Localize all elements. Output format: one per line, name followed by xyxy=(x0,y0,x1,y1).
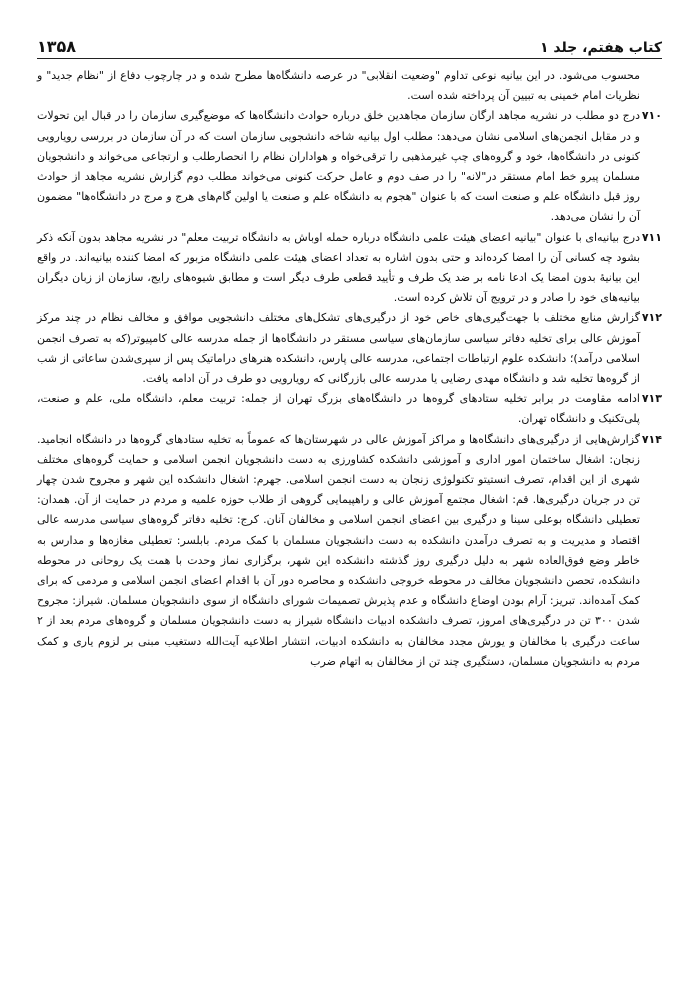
note-text: درج بیانیه‌ای با عنوان "بیانیه اعضای هیئت علمی دانشگاه درباره حمله اوباش به دانشگاه تربیت معلم" در نشریه مجاهد بدون آنکه ذکر بشود چه کسانی آن را امضا کرده‌اند و حتی بدون اشاره به تعداد اعضای هیئت علمی دانشگاه مزبور که امضا کننده بیانیه‌اند. در واقع این بیانیهٔ بدون امضا یک ادعا نامه بر ضد یک طرف و تأیید قطعی طرف دیگر است و مطابق شیوه‌های رایج، سازمان از زبان دیگران بیانیه‌های خود را صادر و در ترویج آن تلاش کرده است. xyxy=(37,230,640,305)
note-text: گزارش منابع مختلف با جهت‌گیری‌های خاص خود از درگیری‌های تشکل‌های مختلف دانشجویی موافق و مخالف نظام در چند مرکز آموزش عالی برای تخلیه دفاتر سیاسی سازمان‌های سیاسی مستقر در دانشگاه‌ها از جمله مدرسه عالی کامپیوتر(که به تصرف انجمن اسلامی درآمد)؛ دانشکده علوم ارتباطات اجتماعی، مدرسه عالی پارس، دانشکده هنرهای دراماتیک پس از سپری‌شدن ساعاتی از شب از گروه‌ها تخلیه شد و دانشگاه مهدی رضایی یا مدرسه عالی بازرگانی که رویارویی دو طرف در آن ادامه یافت. xyxy=(37,311,640,386)
note-text: ادامه مقاومت در برابر تخلیه ستادهای گروه‌ها در دانشگاه‌های بزرگ تهران از جمله: تربیت معلم، دانشگاه ملی، علم و صنعت، پلی‌تکنیک و دانشگاه تهران. xyxy=(37,392,640,426)
note-711 xyxy=(37,228,662,309)
note-text: درج دو مطلب در نشریه مجاهد ارگان سازمان مجاهدین خلق درباره حوادث دانشگاه‌ها که موضع‌گیری سازمان را در قبال این تحولات و در مقابل انجمن‌های اسلامی نشان می‌دهد: مطلب اول بیانیه شاخه دانشجویی سازمان است که در آن سازمان در بررسی رویارویی کنونی در دانشگاه‌ها، خود و گروه‌های چپ غیرمذهبی را ترقی‌خواه و هواداران نظام را انحصارطلب و ارتجاعی می‌خواند و دانشجویان مسلمان پیرو خط امام مستقر در"لانه" را در صف دوم و عامل حرکت کنونی می‌خواند مطلب دوم گزارش نشریه مجاهد از حوادث روز قبل دانشگاه علم و صنعت است که با عنوان "هجوم به دانشگاه علم و صنعت یا اولین گام‌های هرج و مرج در دانشگاه‌ها" مضمون آن را نشان می‌دهد. xyxy=(37,109,640,224)
note-710 xyxy=(37,106,662,227)
note-712 xyxy=(37,308,662,389)
page-number: ۱۳۵۸ xyxy=(37,37,77,56)
page-body xyxy=(37,66,662,672)
note-number: ۷۱۳ xyxy=(641,392,662,406)
note-713 xyxy=(37,389,662,429)
note-number: ۷۱۰ xyxy=(641,109,662,123)
note-text: گزارش‌هایی از درگیری‌های دانشگاه‌ها و مراکز آموزش عالی در شهرستان‌ها که عموماً به تخلیه ستادهای گروه‌ها در دانشگاه انجامید. زنجان: اشغال ساختمان امور اداری و آموزشی دانشکده کشاورزی به دست دانشجویان انجمن اسلامی و حمایت گروه‌های مختلف شهری از این اقدام، تصرف انستیتو تکنولوژی زنجان به دست انجمن اسلامی. جهرم: اشغال دانشکده این شهر و مجروح شدن چهار تن در جریان درگیری‌ها. قم: اشغال مجتمع آموزش عالی و راهپیمایی گروهی از طلاب حوزه علمیه و مردم در حمایت از آن. همدان: تعطیلی دانشگاه بوعلی سینا و درگیری بین اعضای انجمن اسلامی و مخالفان آنان. کرج: تخلیه دفاتر گروه‌های سیاسی مدرسه عالی اقتصاد و مدیریت و به تصرف درآمدن دانشکده به دست دانشجویان مسلمان با کمک مردم. بابلسر: تعطیلی مغازه‌ها و مدارس به خاطر وضع فوق‌العاده شهر به دلیل درگیری روز گذشته دانشکده این شهر، برگزاری نماز وحدت با همت یک روحانی در محوطه دانشکده، تحصن دانشجویان مخالف در محوطه خروجی دانشکده و محاصره دور آن با اقدام اعضای انجمن اسلامی و مردمی که برای کمک آمده‌اند. تبریز: آرام بودن اوضاع دانشگاه و عدم پذیرش تصمیمات شورای دانشگاه از سوی دانشجویان مسلمان. شیراز: مجروح شدن ۳۰۰ تن در درگیری‌های امروز، تصرف دانشکده ادبیات دانشگاه شیراز به دست دانشجویان مسلمان و گروه‌های مردم بعد از ۲ ساعت درگیری با مخالفان و یورش مجدد مخالفان به دانشکده ادبیات، انتشار اطلاعیه آیت‌الله دستغیب مبنی بر لزوم یاری و کمک مردم به دانشجویان مسلمان، دستگیری چند تن از مخالفان به اتهام ضرب xyxy=(37,432,640,668)
note-number: ۷۱۴ xyxy=(641,432,662,446)
note-number: ۷۱۱ xyxy=(641,230,662,244)
continuation-paragraph: محسوب می‌شود. در این بیانیه نوعی تداوم "وضعیت انقلابی" در عرصه دانشگاه‌ها مطرح شده و در چارچوب دفاع از "نظام جدید" و نظریات امام خمینی به تبیین آن پرداخته شده است. xyxy=(37,69,640,103)
note-714 xyxy=(37,430,662,672)
note-number: ۷۱۲ xyxy=(641,311,662,325)
book-title: کتاب هفتم، جلد ۱ xyxy=(539,40,662,56)
page-header xyxy=(37,34,662,59)
